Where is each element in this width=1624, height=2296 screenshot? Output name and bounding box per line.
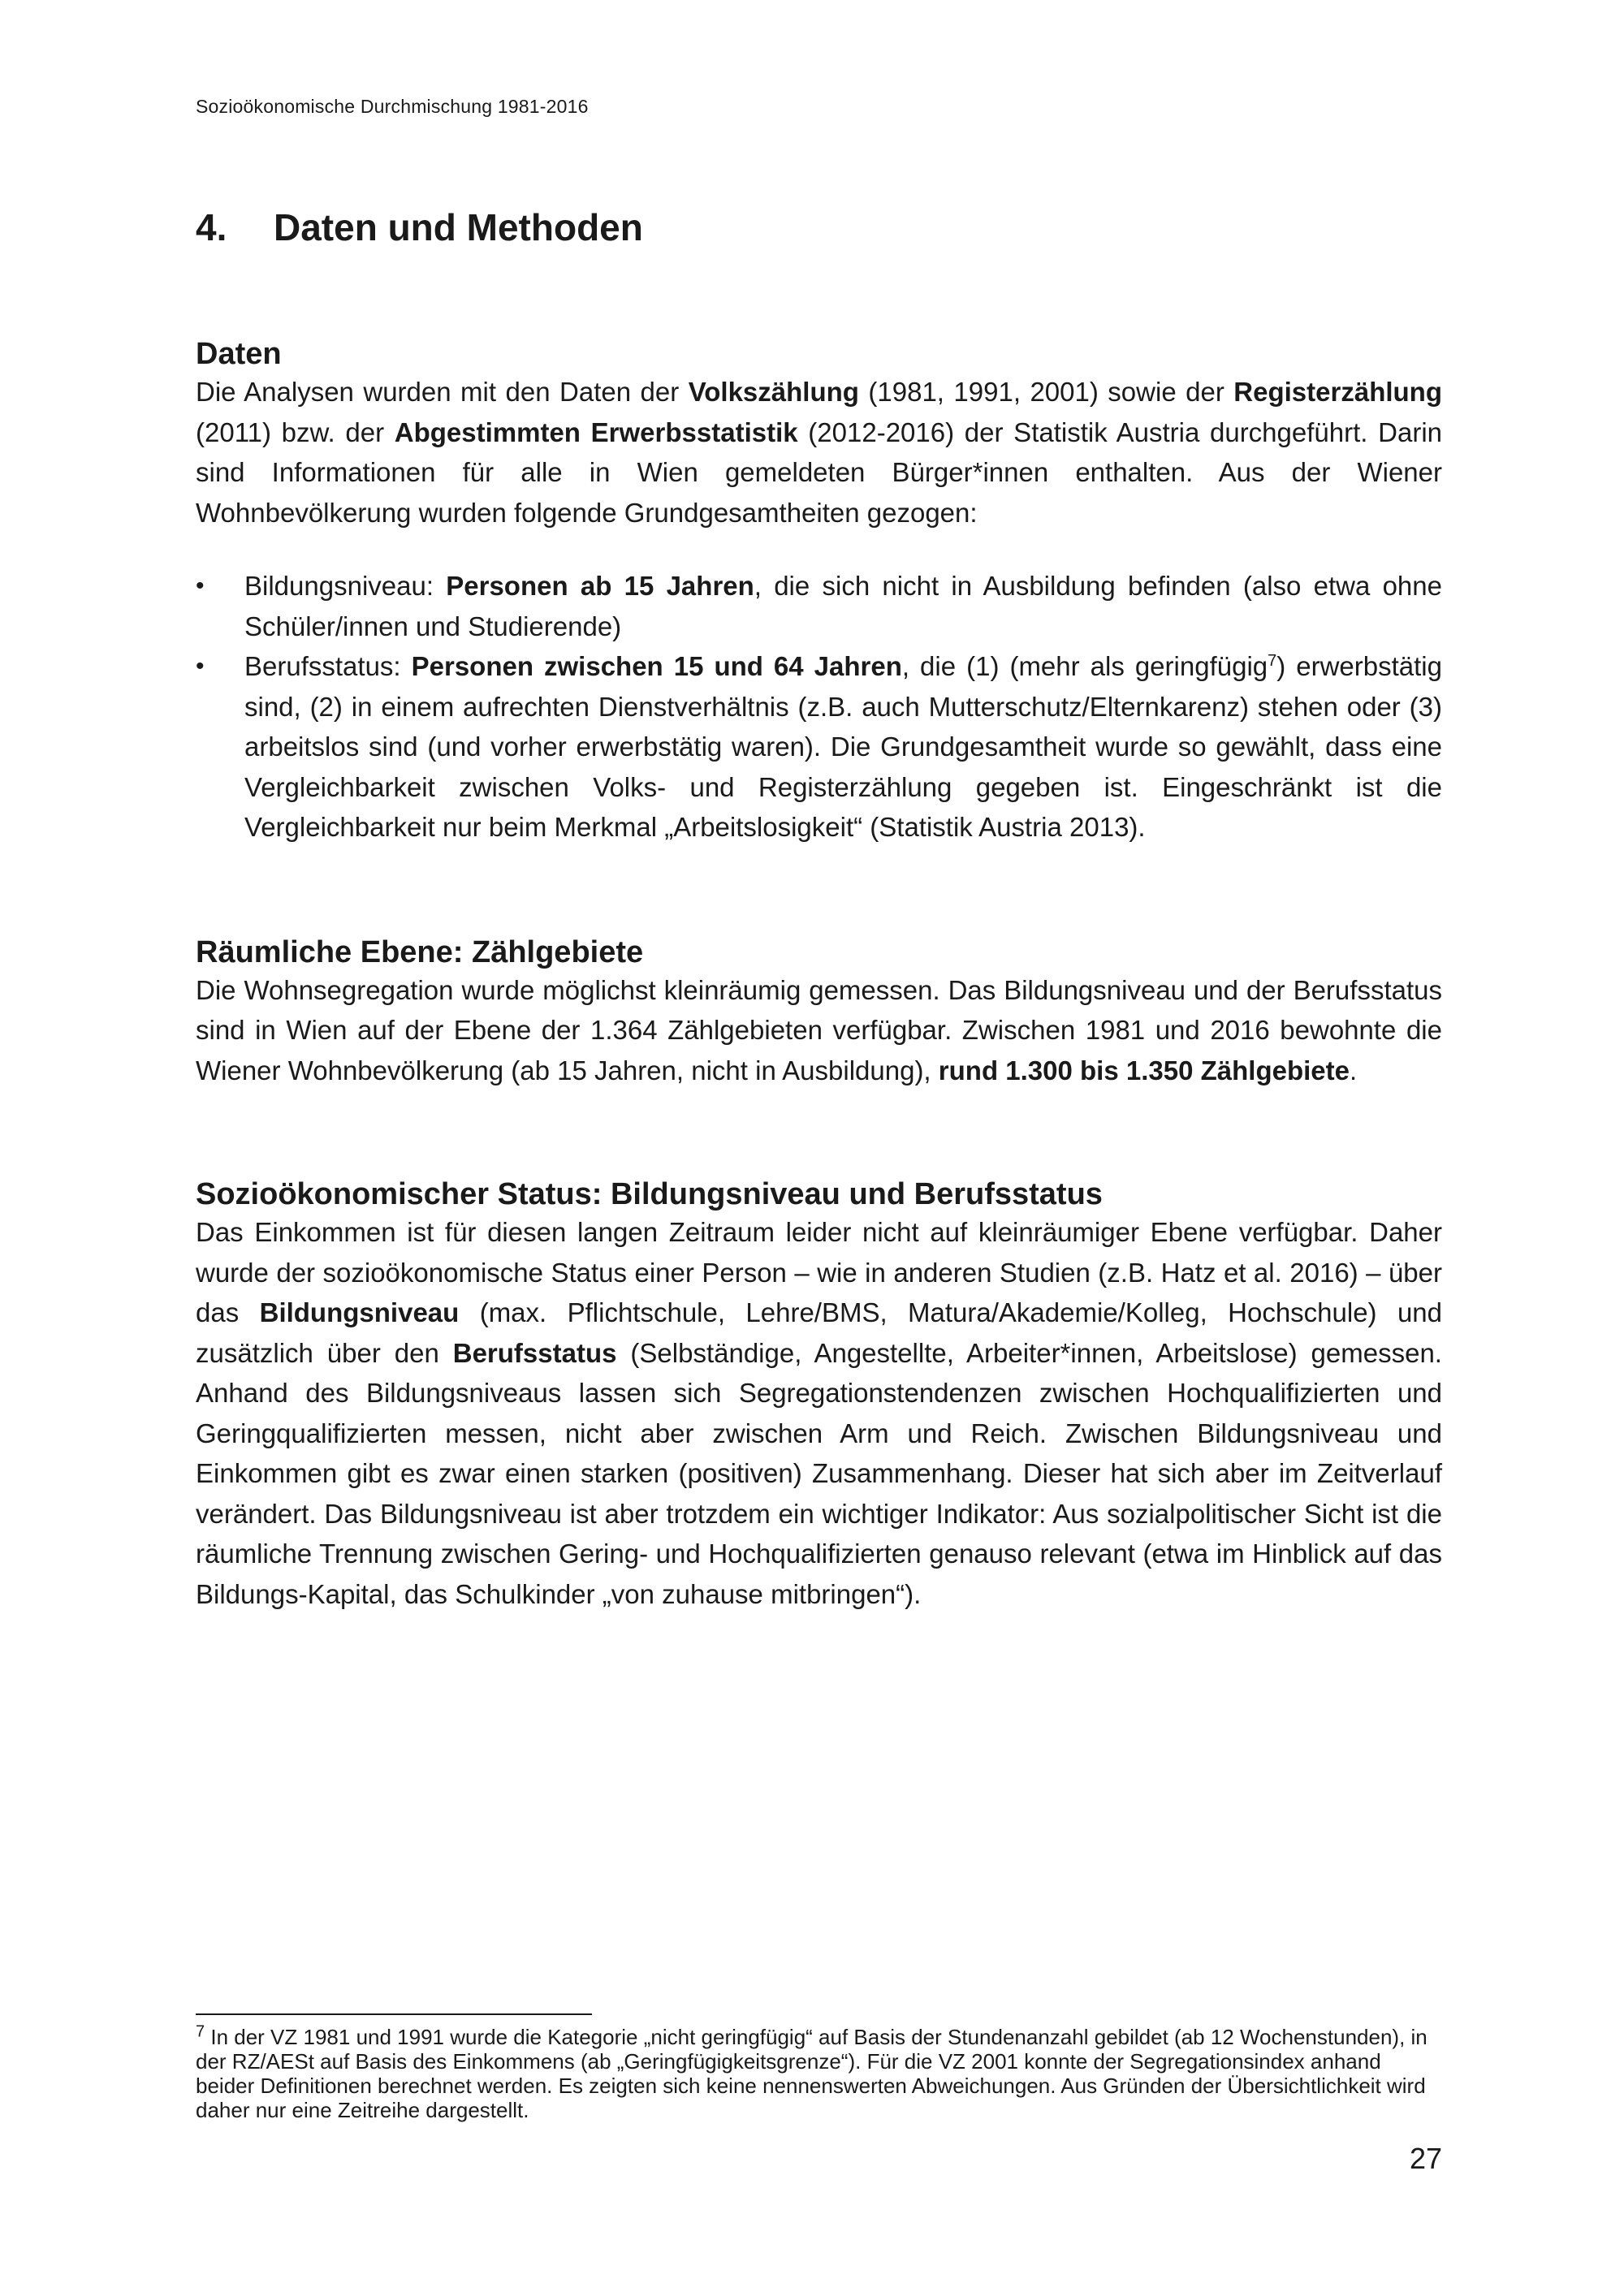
bold-text: Abgestimmten Erwerbsstatistik	[394, 416, 798, 447]
bullet-item-bildungsniveau	[196, 566, 1442, 646]
section-heading-raeumliche-ebene: Räumliche Ebene: Zählgebiete	[196, 934, 644, 969]
paragraph-soziooekonomischer-status: Das Einkommen ist für diesen langen Zeitraum leider nicht auf kleinräumiger Ebene verfügbar. Daher wurde der sozioökonomische Status einer Person – wie in anderen Studien (z.B. Hatz et al. 2016) – über das Bildungsniveau (max. Pflichtschule, Lehre/BMS, Matura/Akademie/Kolleg, Hochschule) und zusätzlich über den Berufsstatus (Selbständige, Angestellte, Arbeiter*innen, Arbeitslose) gemessen. Anhand des Bildungsniveaus lassen sich Segregationstendenzen zwischen Hochqualifizierten und Geringqualifizierten messen, nicht aber zwischen Arm und Reich. Zwischen Bildungsniveau und Einkommen gibt es zwar einen starken (positiven) Zusammenhang. Dieser hat sich aber im Zeitverlauf verändert. Das Bildungsniveau ist aber trotzdem ein wichtiger Indikator: Aus sozialpolitischer Sicht ist die räumliche Trennung zwischen Gering- und Hochqualifizierten genauso relevant (etwa im Hinblick auf das Bildungs-Kapital, das Schulkinder „von zuhause mitbringen“).	[196, 1217, 1442, 1609]
paragraph-daten: Die Analysen wurden mit den Daten der Volkszählung (1981, 1991, 2001) sowie der Registerzählung (2011) bzw. der Abgestimmten Erwerbsstatistik (2012-2016) der Statistik Austria durchgeführt. Darin sind Informationen für alle in Wien gemeldeten Bürger*innen enthalten. Aus der Wiener Wohnbevölkerung wurden folgende Grundgesamtheiten gezogen:	[196, 377, 1442, 528]
bold-text: Personen zwischen 15 und 64 Jahren	[411, 651, 902, 681]
bold-text: Bildungsniveau	[259, 1297, 460, 1327]
footnote-area	[196, 2013, 1442, 2122]
bold-text: rund 1.300 bis 1.350 Zählgebiete	[938, 1055, 1350, 1085]
section-heading-soziooekonomischer-status: Sozioökonomischer Status: Bildungsniveau und Berufsstatus	[196, 1177, 1103, 1211]
footnote-7	[196, 2022, 1442, 2122]
chapter-title: Daten und Methoden	[274, 206, 643, 248]
footnote-text: In der VZ 1981 und 1991 wurde die Kategorie „nicht geringfügig“ auf Basis der Stundenanzahl gebildet (ab 12 Wochenstunden), in der RZ/AESt auf Basis des Einkommens (ab „Geringfügigkeitsgrenze“). Für die VZ 2001 konnte der Segregationsindex anhand beider Definitionen berechnet werden. Es zeigten sich keine nennenswerten Abweichungen. Aus Gründen der Übersichtlichkeit wird daher nur eine Zeitreihe dargestellt.	[196, 2025, 1427, 2122]
bold-text: Registerzählung	[1233, 377, 1442, 407]
bullet-list	[196, 566, 1442, 848]
section-raeumliche-ebene	[196, 935, 1442, 1091]
bullet-icon: •	[196, 572, 205, 599]
bold-text: Personen ab 15 Jahren	[446, 571, 754, 601]
section-daten	[196, 337, 1442, 848]
chapter-heading	[196, 205, 1442, 249]
bold-text: Volkszählung	[688, 377, 859, 407]
bullet-icon: •	[196, 653, 205, 680]
paragraph-raeumliche-ebene: Die Wohnsegregation wurde möglichst kleinräumig gemessen. Das Bildungsniveau und der Berufsstatus sind in Wien auf der Ebene der 1.364 Zählgebieten verfügbar. Zwischen 1981 und 2016 bewohnte die Wiener Wohnbevölkerung (ab 15 Jahren, nicht in Ausbildung), rund 1.300 bis 1.350 Zählgebiete.	[196, 974, 1442, 1085]
page-number: 27	[1409, 2142, 1442, 2175]
bold-text: Berufsstatus	[452, 1337, 617, 1368]
running-header: Sozioökonomische Durchmischung 1981-2016	[196, 96, 589, 117]
bullet-text: Bildungsniveau: Personen ab 15 Jahren, die sich nicht in Ausbildung befinden (also etwa ohne Schüler/innen und Studierende)	[244, 571, 1442, 641]
footnote-reference[interactable]: 7	[1268, 652, 1277, 670]
section-soziooekonomischer-status	[196, 1177, 1442, 1614]
section-heading-daten: Daten	[196, 337, 282, 371]
footnote-divider	[196, 2013, 592, 2015]
bullet-text: Berufsstatus: Personen zwischen 15 und 64 Jahren, die (1) (mehr als geringfügig$^7$) erwerbstätig sind, (2) in einem aufrechten Dienstverhältnis (z.B. auch Mutterschutz/Elternkarenz) stehen oder (3) arbeitslos sind (und vorher erwerbstätig waren). Die Grundgesamtheit wurde so gewählt, dass eine Vergleichbarkeit zwischen Volks- und Registerzählung gegeben ist. Eingeschränkt ist die Vergleichbarkeit nur beim Merkmal „Arbeitslosigkeit“ (Statistik Austria 2013).	[244, 651, 1442, 842]
footnote-marker: 7	[196, 2022, 205, 2041]
bullet-item-berufsstatus	[196, 646, 1442, 848]
chapter-number: 4.	[196, 206, 227, 248]
